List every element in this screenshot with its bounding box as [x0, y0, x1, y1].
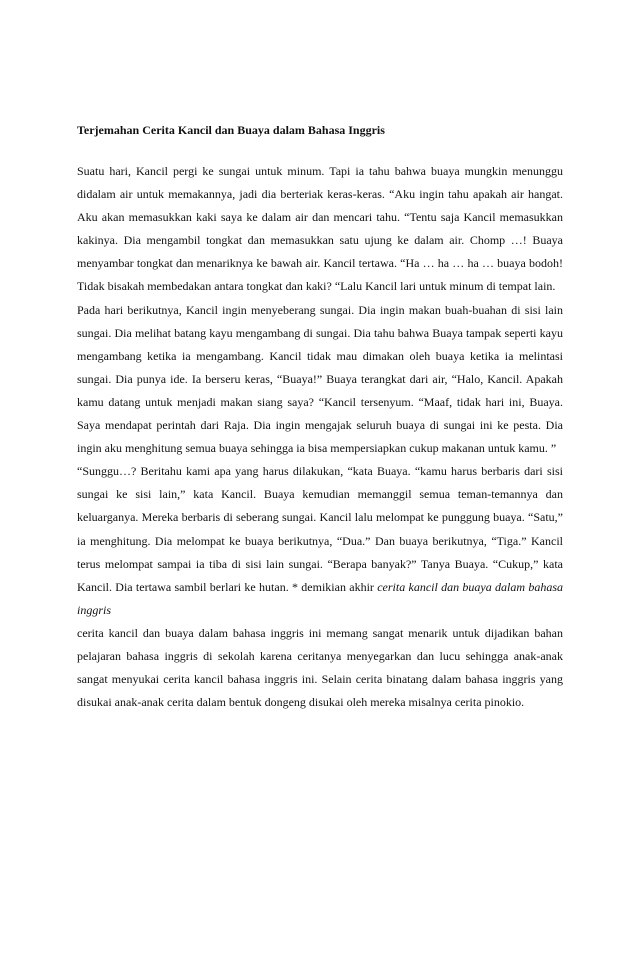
document-title: Terjemahan Cerita Kancil dan Buaya dalam Bahasa Inggris [77, 123, 385, 137]
paragraph-2-text: Pada hari berikutnya, Kancil ingin menyeberang sungai. Dia ingin makan buah-buahan di sisi lain sungai. Dia melihat batang kayu mengambang di sungai. Dia tahu bahwa Buaya tampak seperti kayu mengambang ketika ia mengambang. Kancil tidak mau dimakan oleh buaya ketika ia melintasi sungai. Dia punya ide. Ia berseru keras, “Buaya!” Buaya terangkat dari air, “Halo, Kancil. Apakah kamu datang untuk menjadi makan siang saya? “Kancil tersenyum. “Maaf, tidak hari ini, Buaya. Saya mendapat perintah dari Raja. Dia ingin mengajak seluruh buaya di sungai ini ke pesta. Dia ingin aku menghitung semua buaya sehingga ia bisa mempersiapkan cukup makanan untuk kamu. ” [77, 302, 563, 456]
document-body [77, 120, 563, 714]
paragraph-3-italic-phrase: cerita kancil dan buaya dalam bahasa inggris [77, 579, 563, 617]
paragraph-4 [77, 622, 563, 714]
paragraph-1-text: Suatu hari, Kancil pergi ke sungai untuk minum. Tapi ia tahu bahwa buaya mungkin menunggu didalam air untuk memakannya, jadi dia berteriak keras-keras. “Aku ingin tahu apakah air hangat. Aku akan memasukkan kaki saya ke dalam air dan mencari tahu. “Tentu saja Kancil memasukkan kakinya. Dia mengambil tongkat dan memasukkan satu ujung ke dalam air. Chomp …! Buaya menyambar tongkat dan menariknya ke bawah air. Kancil tertawa. “Ha … ha … ha … buaya bodoh! Tidak bisakah membedakan antara tongkat dan kaki? “Lalu Kancil lari untuk minum di tempat lain. [77, 164, 563, 294]
paragraph-3 [77, 460, 563, 622]
paragraph-3-text: “Sunggu…? Beritahu kami apa yang harus dilakukan, “kata Buaya. “kamu harus berbaris dari sisi sungai ke sisi lain,” kata Kancil. Buaya kemudian memanggil semua teman-temannya dan keluarganya. Mereka berbaris di seberang sungai. Kancil lalu melompat ke punggung buaya. “Satu,” ia menghitung. Dia melompat ke buaya berikutnya, “Dua.” Dan buaya berikutnya, “Tiga.” Kancil terus melompat sampai ia tiba di sisi lain sungai. “Berapa banyak?” Tanya Buaya. “Cukup,” kata Kancil. Dia tertawa sambil berlari ke hutan. * demikian akhir [77, 464, 563, 594]
paragraph-1 [77, 160, 563, 299]
paragraph-4-text: cerita kancil dan buaya dalam bahasa inggris ini memang sangat menarik untuk dijadikan bahan pelajaran bahasa inggris di sekolah karena ceritanya menyegarkan dan lucu sehingga anak-anak sangat menyukai cerita kancil bahasa inggris ini. Selain cerita binatang dalam bahasa inggris yang disukai anak-anak cerita dalam bentuk dongeng disukai oleh mereka misalnya cerita pinokio. [77, 625, 563, 710]
paragraph-2 [77, 299, 563, 461]
